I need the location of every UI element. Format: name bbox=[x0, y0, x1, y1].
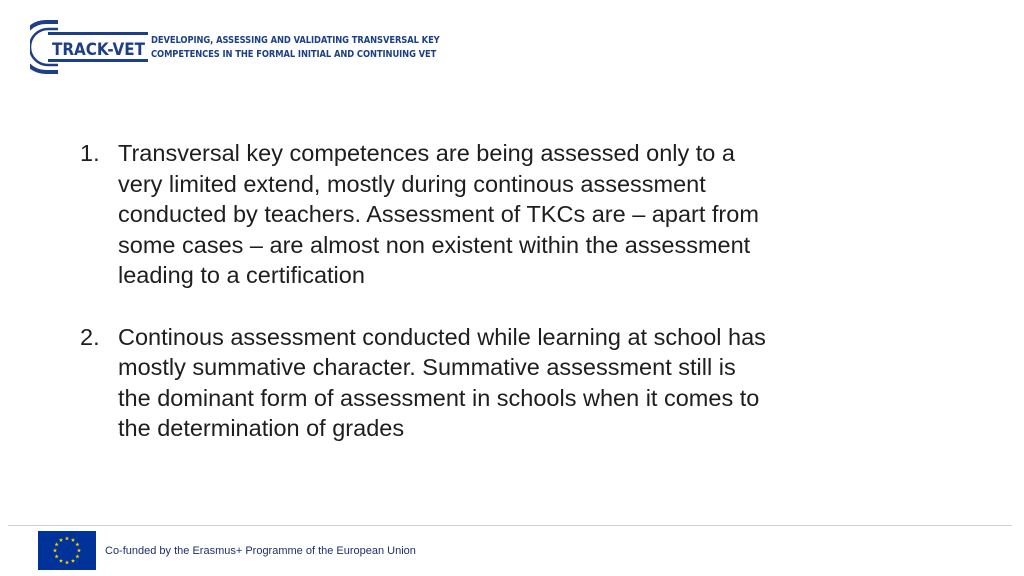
funding-notice: Co-funded by the Erasmus+ Programme of the European Union bbox=[105, 545, 416, 557]
list-item-text: Continous assessment conducted while learning at school has mostly summative character. Summative assessment still is the dominant form of assessment in schools when it comes to the determination of grades bbox=[118, 323, 766, 442]
eu-flag-icon bbox=[38, 531, 96, 570]
project-tagline bbox=[151, 34, 440, 62]
list-item bbox=[80, 138, 770, 291]
tagline-line-2: COMPETENCES IN THE FORMAL INITIAL AND CONTINUING VET bbox=[151, 49, 437, 60]
track-vet-logo bbox=[30, 18, 150, 76]
logo-text: TRACK-VET bbox=[52, 40, 146, 60]
numbered-list bbox=[80, 138, 770, 475]
tagline-line-1: DEVELOPING, ASSESSING AND VALIDATING TRANSVERSAL KEY bbox=[151, 35, 440, 46]
footer-divider bbox=[8, 525, 1012, 526]
list-item-number: 1. bbox=[80, 140, 100, 166]
list-item bbox=[80, 322, 770, 444]
list-item-text: Transversal key competences are being assessed only to a very limited extend, mostly during continous assessment conducted by teachers. Assessment of TKCs are – apart from some cases – are almost non existent within the assessment leading to a certification bbox=[118, 140, 759, 289]
list-item-number: 2. bbox=[80, 323, 100, 350]
